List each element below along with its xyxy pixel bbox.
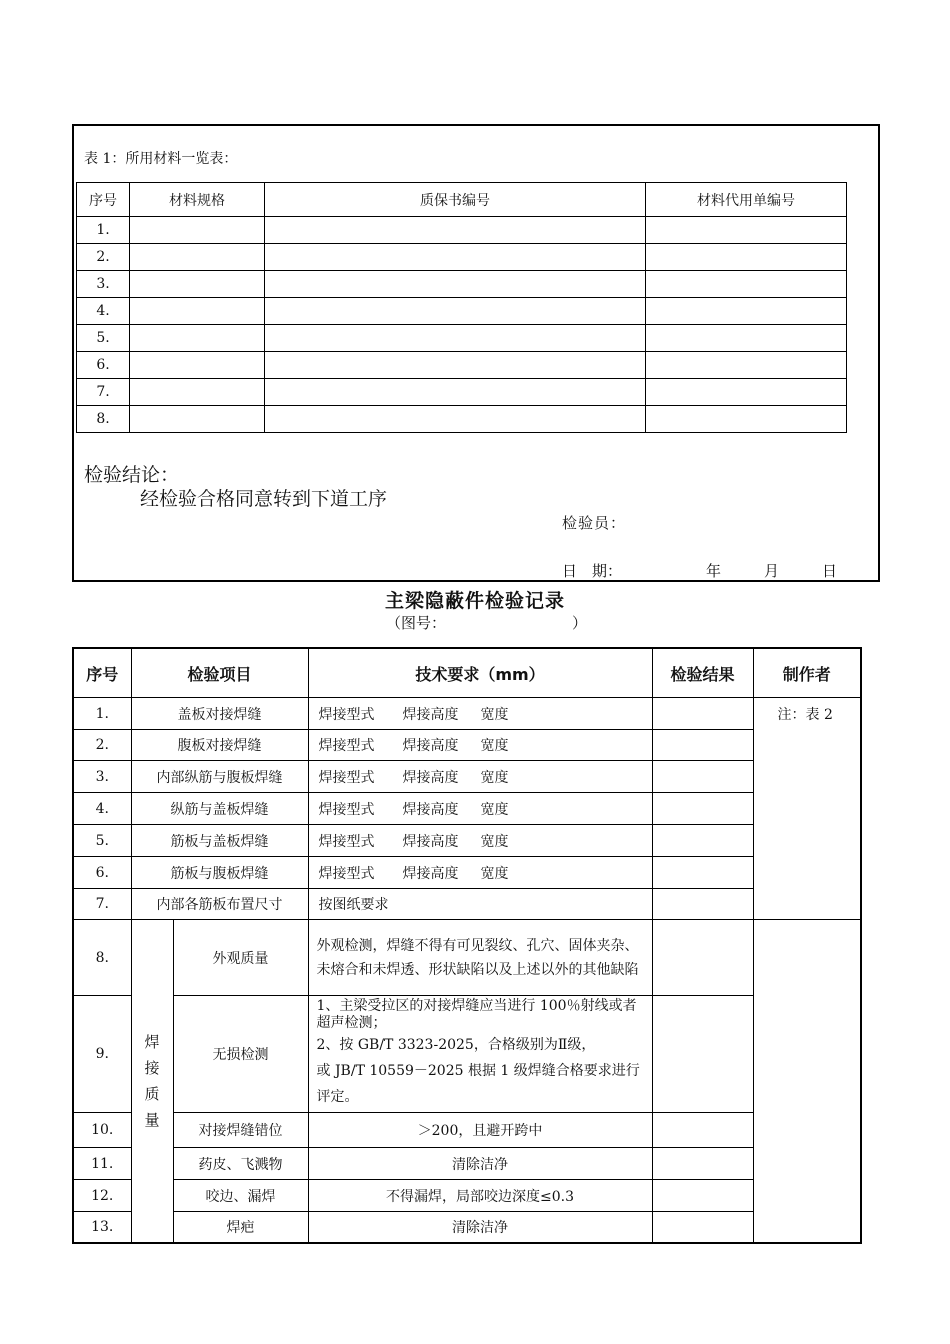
table-row xyxy=(77,298,847,325)
row-no: 6. xyxy=(77,352,130,379)
table-row xyxy=(73,698,861,730)
row-requirement: 按图纸要求 xyxy=(308,889,652,920)
table-row xyxy=(77,325,847,352)
row-no: 1. xyxy=(73,698,131,730)
weld-height: 焊接高度 xyxy=(402,865,459,882)
row-requirement: 外观检测，焊缝不得有可见裂纹、孔穴、固体夹杂、未熔合和未焊透、形状缺陷以及上述以外的其他缺陷 xyxy=(308,920,652,996)
result-cell[interactable] xyxy=(652,825,753,857)
row-item: 咬边、漏焊 xyxy=(173,1180,308,1212)
row-item: 无损检测 xyxy=(173,996,308,1113)
row-requirement xyxy=(308,730,652,761)
conclusion-title: 检验结论： xyxy=(84,464,180,486)
header-requirement: 技术要求（mm） xyxy=(308,648,652,698)
conclusion-text: 经检验合格同意转到下道工序 xyxy=(140,488,388,510)
row-requirement: 清除洁净 xyxy=(308,1148,652,1180)
row-item: 盖板对接焊缝 xyxy=(131,698,308,730)
row-no: 9. xyxy=(73,996,131,1113)
row-requirement xyxy=(308,761,652,793)
weld-type: 焊接型式 xyxy=(318,865,375,882)
weld-quality-group-label xyxy=(131,920,173,1243)
weld-height: 焊接高度 xyxy=(402,833,459,850)
certificate-no-cell[interactable] xyxy=(265,352,646,379)
weld-quality-char: 接 xyxy=(144,1058,160,1077)
substitution-no-cell[interactable] xyxy=(646,406,847,433)
material-spec-cell[interactable] xyxy=(130,406,265,433)
substitution-no-cell[interactable] xyxy=(646,271,847,298)
row-item: 腹板对接焊缝 xyxy=(131,730,308,761)
maker-cell[interactable] xyxy=(753,920,861,1243)
weld-type: 焊接型式 xyxy=(318,706,375,723)
result-cell[interactable] xyxy=(652,761,753,793)
weld-type: 焊接型式 xyxy=(318,801,375,818)
row-requirement: 清除洁净 xyxy=(308,1212,652,1243)
weld-quality-char: 量 xyxy=(144,1110,160,1129)
page-title: 主梁隐蔽件检验记录 xyxy=(384,590,565,612)
material-spec-cell[interactable] xyxy=(130,217,265,244)
row-no: 6. xyxy=(73,857,131,889)
substitution-no-cell[interactable] xyxy=(646,325,847,352)
row-requirement xyxy=(308,825,652,857)
row-no: 4. xyxy=(73,793,131,825)
row-requirement: ＞200，且避开跨中 xyxy=(308,1113,652,1148)
certificate-no-cell[interactable] xyxy=(265,217,646,244)
year-label: 年 xyxy=(706,562,722,580)
certificate-no-cell[interactable] xyxy=(265,406,646,433)
substitution-no-cell[interactable] xyxy=(646,352,847,379)
weld-width: 宽度 xyxy=(480,769,509,786)
row-no: 8. xyxy=(73,920,131,996)
weld-type: 焊接型式 xyxy=(318,738,375,754)
result-cell[interactable] xyxy=(652,730,753,761)
table-row xyxy=(73,793,861,825)
row-no: 11. xyxy=(73,1148,131,1180)
row-requirement xyxy=(308,996,652,1113)
material-spec-cell[interactable] xyxy=(130,244,265,271)
row-no: 12. xyxy=(73,1180,131,1212)
row-item: 药皮、飞溅物 xyxy=(173,1148,308,1180)
table-row xyxy=(77,244,847,271)
weld-quality-char: 质 xyxy=(144,1084,160,1103)
result-cell[interactable] xyxy=(652,889,753,920)
date-label: 日 期： xyxy=(562,562,623,580)
substitution-no-cell[interactable] xyxy=(646,298,847,325)
table-row xyxy=(77,352,847,379)
drawing-number-open: （图号： xyxy=(386,614,447,632)
table-row xyxy=(73,825,861,857)
weld-height: 焊接高度 xyxy=(402,801,459,818)
result-cell[interactable] xyxy=(652,857,753,889)
weld-type: 焊接型式 xyxy=(318,769,375,786)
result-cell[interactable] xyxy=(652,1180,753,1212)
row-requirement xyxy=(308,793,652,825)
table-row xyxy=(73,996,861,1113)
row-item: 外观质量 xyxy=(173,920,308,996)
header-certificate-no: 质保书编号 xyxy=(265,183,646,217)
certificate-no-cell[interactable] xyxy=(265,244,646,271)
row-item: 筋板与盖板焊缝 xyxy=(131,825,308,857)
result-cell[interactable] xyxy=(652,920,753,996)
header-maker: 制作者 xyxy=(753,648,861,698)
weld-type: 焊接型式 xyxy=(318,833,375,850)
table-row xyxy=(73,1180,861,1212)
header-result: 检验结果 xyxy=(652,648,753,698)
row-requirement: 不得漏焊，局部咬边深度≤0.3 xyxy=(308,1180,652,1212)
result-cell[interactable] xyxy=(652,1212,753,1243)
result-cell[interactable] xyxy=(652,996,753,1113)
row-no: 8. xyxy=(77,406,130,433)
weld-width: 宽度 xyxy=(480,706,509,723)
day-label: 日 xyxy=(822,562,838,580)
row-no: 1. xyxy=(77,217,130,244)
requirement-line: 1、主梁受拉区的对接焊缝应当进行 100％射线或者超声检测； xyxy=(316,998,637,1031)
maker-note: 注：表 2 xyxy=(753,698,861,920)
row-item: 内部各筋板布置尺寸 xyxy=(131,889,308,920)
certificate-no-cell[interactable] xyxy=(265,298,646,325)
weld-width: 宽度 xyxy=(480,738,509,754)
material-spec-cell[interactable] xyxy=(130,298,265,325)
row-item: 纵筋与盖板焊缝 xyxy=(131,793,308,825)
weld-width: 宽度 xyxy=(480,801,509,818)
table-row xyxy=(73,889,861,920)
table-row xyxy=(73,920,861,996)
row-no: 7. xyxy=(77,379,130,406)
requirement-line: 或 JB/T 10559－2025 根据 1 级焊缝合格要求进行评定。 xyxy=(316,1063,640,1105)
header-no: 序号 xyxy=(77,183,130,217)
table-row xyxy=(77,406,847,433)
row-item: 焊疤 xyxy=(173,1212,308,1243)
certificate-no-cell[interactable] xyxy=(265,325,646,352)
substitution-no-cell[interactable] xyxy=(646,379,847,406)
table-row xyxy=(73,857,861,889)
weld-width: 宽度 xyxy=(480,833,509,850)
drawing-number-close: ） xyxy=(572,614,588,632)
table-header-row xyxy=(73,648,861,698)
result-cell[interactable] xyxy=(652,793,753,825)
material-spec-cell[interactable] xyxy=(130,352,265,379)
month-label: 月 xyxy=(764,562,780,580)
material-spec-cell[interactable] xyxy=(130,271,265,298)
table-row xyxy=(73,1212,861,1243)
table-row xyxy=(77,217,847,244)
row-requirement xyxy=(308,857,652,889)
table-row xyxy=(73,1113,861,1148)
certificate-no-cell[interactable] xyxy=(265,379,646,406)
weld-height: 焊接高度 xyxy=(402,738,459,754)
inspector-label: 检验员： xyxy=(562,514,627,532)
weld-height: 焊接高度 xyxy=(402,706,459,723)
weld-width: 宽度 xyxy=(480,865,509,882)
materials-table xyxy=(76,182,847,433)
requirement-line: 2、按 GB/T 3323-2025，合格级别为Ⅱ级， xyxy=(316,1037,596,1053)
weld-height: 焊接高度 xyxy=(402,769,459,786)
material-spec-cell[interactable] xyxy=(130,325,265,352)
materials-section xyxy=(72,124,880,582)
table-row xyxy=(73,1148,861,1180)
substitution-no-cell[interactable] xyxy=(646,244,847,271)
header-substitution-no: 材料代用单编号 xyxy=(646,183,847,217)
row-no: 2. xyxy=(73,730,131,761)
inspection-table xyxy=(72,647,862,1244)
substitution-no-cell[interactable] xyxy=(646,217,847,244)
row-no: 2. xyxy=(77,244,130,271)
row-no: 13. xyxy=(73,1212,131,1243)
weld-quality-char: 焊 xyxy=(144,1032,160,1051)
row-item: 内部纵筋与腹板焊缝 xyxy=(131,761,308,793)
row-no: 3. xyxy=(73,761,131,793)
table-row xyxy=(77,271,847,298)
table1-caption: 表 1：所用材料一览表： xyxy=(84,151,238,167)
result-cell[interactable] xyxy=(652,698,753,730)
material-spec-cell[interactable] xyxy=(130,379,265,406)
row-no: 5. xyxy=(77,325,130,352)
row-no: 3. xyxy=(77,271,130,298)
row-requirement xyxy=(308,698,652,730)
header-material-spec: 材料规格 xyxy=(130,183,265,217)
row-item: 筋板与腹板焊缝 xyxy=(131,857,308,889)
drawing-number xyxy=(386,612,588,633)
table-row xyxy=(73,730,861,761)
row-no: 7. xyxy=(73,889,131,920)
row-no: 5. xyxy=(73,825,131,857)
table-row xyxy=(73,761,861,793)
header-no: 序号 xyxy=(73,648,131,698)
row-item: 对接焊缝错位 xyxy=(173,1113,308,1148)
result-cell[interactable] xyxy=(652,1148,753,1180)
row-no: 10. xyxy=(73,1113,131,1148)
certificate-no-cell[interactable] xyxy=(265,271,646,298)
table-row xyxy=(77,379,847,406)
header-item: 检验项目 xyxy=(131,648,308,698)
row-no: 4. xyxy=(77,298,130,325)
result-cell[interactable] xyxy=(652,1113,753,1148)
table-header-row xyxy=(77,183,847,217)
